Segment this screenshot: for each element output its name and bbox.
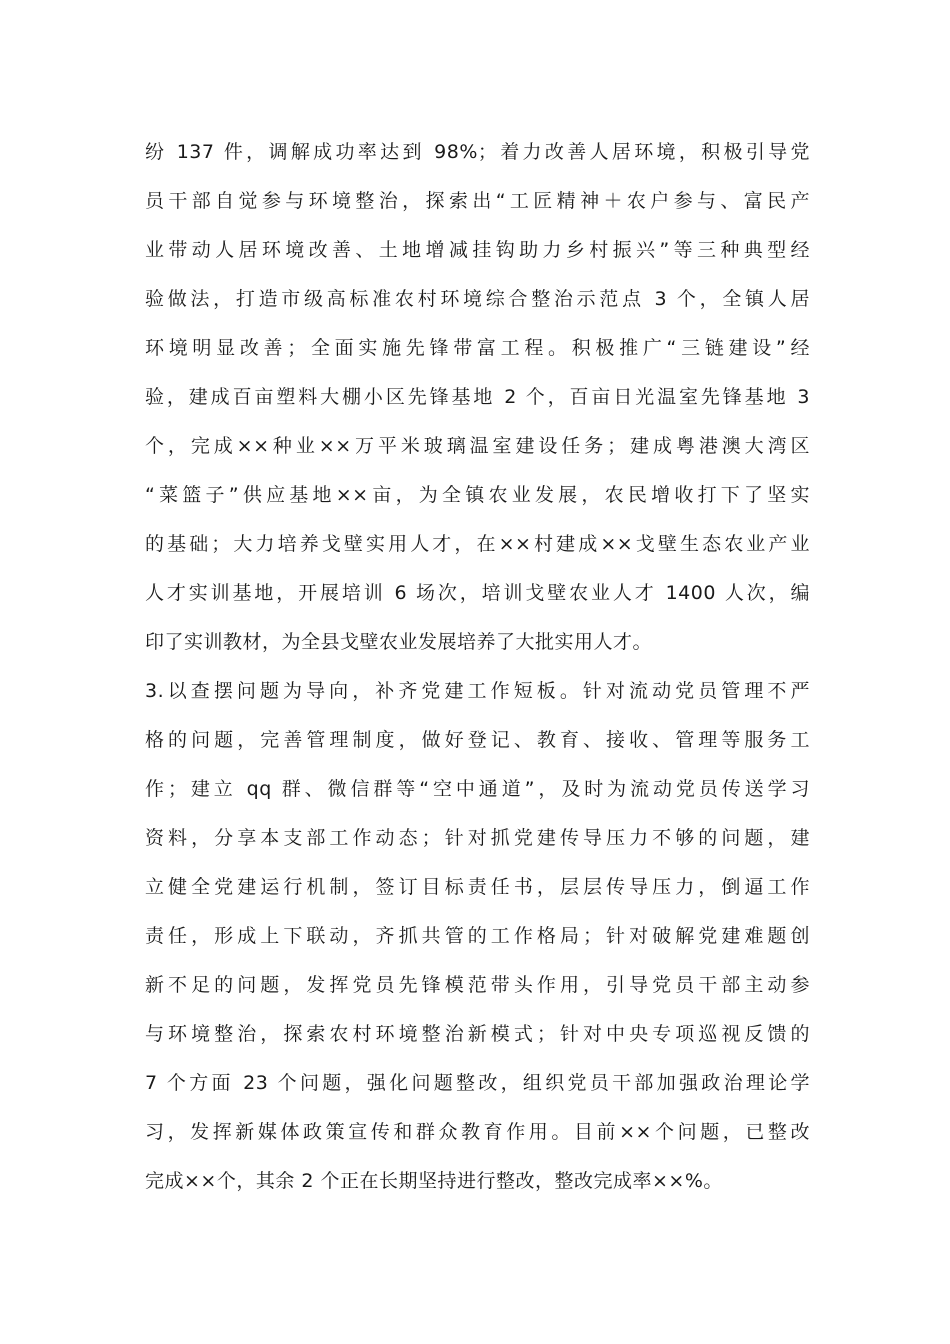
text-line-3: 业带动人居环境改善、土地增减挂钩助力乡村振兴”等三种典型经: [145, 239, 810, 261]
text-line-14: 作；建立 qq 群、微信群等“空中通道”，及时为流动党员传送学习: [145, 778, 810, 800]
text-line-13: 格的问题，完善管理制度，做好登记、教育、接收、管理等服务工: [145, 729, 810, 751]
text-line-9: 的基础；大力培养戈壁实用人才，在××村建成××戈壁生态农业产业: [145, 533, 810, 555]
text-line-18: 新不足的问题，发挥党员先锋模范带头作用，引导党员干部主动参: [145, 974, 810, 996]
section-heading-line: 3.以查摆问题为导向，补齐党建工作短板。针对流动党员管理不严: [145, 680, 810, 702]
text-line-19: 与环境整治，探索农村环境整治新模式；针对中央专项巡视反馈的: [145, 1023, 810, 1045]
text-line-4: 验做法，打造市级高标准农村环境综合整治示范点 3 个，全镇人居: [145, 288, 810, 310]
text-line-2: 员干部自觉参与环境整治，探索出“工匠精神＋农户参与、富民产: [145, 190, 810, 212]
text-line-11: 印了实训教材，为全县戈壁农业发展培养了大批实用人才。: [145, 631, 653, 653]
text-line-7: 个，完成××种业××万平米玻璃温室建设任务；建成粤港澳大湾区: [145, 435, 810, 457]
text-line-20: 7 个方面 23 个问题，强化问题整改，组织党员干部加强政治理论学: [145, 1072, 810, 1094]
text-line-8: “菜篮子”供应基地××亩，为全镇农业发展，农民增收打下了坚实: [145, 484, 810, 506]
text-line-5: 环境明显改善；全面实施先锋带富工程。积极推广“三链建设”经: [145, 337, 810, 359]
body-text: [145, 132, 810, 1210]
text-line-10: 人才实训基地，开展培训 6 场次，培训戈壁农业人才 1400 人次，编: [145, 582, 810, 604]
text-line-16: 立健全党建运行机制，签订目标责任书，层层传导压力，倒逼工作: [145, 876, 810, 898]
text-line-15: 资料，分享本支部工作动态；针对抓党建传导压力不够的问题，建: [145, 827, 810, 849]
text-line-17: 责任，形成上下联动，齐抓共管的工作格局；针对破解党建难题创: [145, 925, 810, 947]
text-line-22: 完成××个，其余 2 个正在长期坚持进行整改，整改完成率××%。: [145, 1170, 723, 1192]
text-line-21: 习，发挥新媒体政策宣传和群众教育作用。目前××个问题，已整改: [145, 1121, 810, 1143]
text-line-1: 纷 137 件，调解成功率达到 98%；着力改善人居环境，积极引导党: [145, 141, 810, 163]
text-line-6: 验，建成百亩塑料大棚小区先锋基地 2 个，百亩日光温室先锋基地 3: [145, 386, 810, 408]
